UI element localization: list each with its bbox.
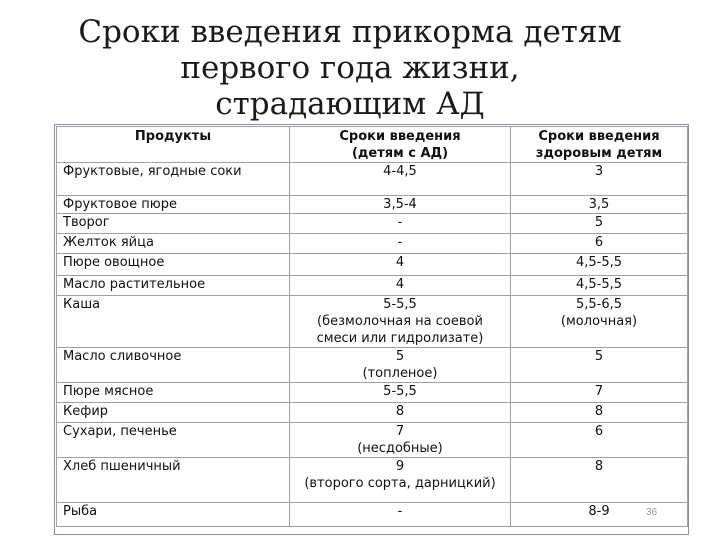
ad-term-value: 9 bbox=[395, 459, 405, 474]
cell-product bbox=[57, 196, 290, 214]
cell-healthy-term bbox=[511, 383, 688, 403]
cell-product bbox=[57, 403, 290, 423]
cell-product bbox=[57, 276, 290, 296]
ad-term-value: 4-4,5 bbox=[383, 164, 417, 179]
cell-product bbox=[57, 163, 290, 196]
header-ad-terms bbox=[290, 127, 511, 163]
cell-healthy-term bbox=[511, 458, 688, 503]
cell-ad-term bbox=[290, 383, 511, 403]
table-row bbox=[57, 234, 688, 254]
healthy-term-value: 7 bbox=[594, 384, 604, 399]
cell-ad-term bbox=[290, 276, 511, 296]
table-header-row bbox=[57, 127, 688, 163]
cell-ad-term bbox=[290, 196, 511, 214]
cell-healthy-term bbox=[511, 348, 688, 383]
cell-healthy-term bbox=[511, 254, 688, 276]
healthy-term-value: 3 bbox=[594, 164, 604, 179]
title-line-3: страдающим АД bbox=[215, 86, 485, 122]
cell-ad-term bbox=[290, 234, 511, 254]
ad-term-value: 3,5-4 bbox=[383, 197, 417, 212]
product-name: Рыба bbox=[63, 504, 98, 519]
cell-product bbox=[57, 348, 290, 383]
product-name: Масло растительное bbox=[63, 277, 206, 292]
ad-term-value: 5-5,5 bbox=[383, 297, 417, 312]
product-name: Пюре овощное bbox=[63, 255, 165, 270]
cell-healthy-term bbox=[511, 296, 688, 348]
ad-term-value: 7 bbox=[395, 424, 405, 439]
table-row bbox=[57, 423, 688, 458]
title-line-2: первого года жизни, bbox=[180, 50, 520, 86]
cell-ad-term bbox=[290, 296, 511, 348]
cell-ad-term bbox=[290, 503, 511, 527]
cell-ad-term bbox=[290, 214, 511, 234]
table-row bbox=[57, 196, 688, 214]
healthy-term-value: 5 bbox=[594, 215, 604, 230]
ad-term-value: 5-5,5 bbox=[383, 384, 417, 399]
ad-term-note: (безмолочная на соевой смеси или гидролизате) bbox=[316, 314, 484, 346]
product-name: Желток яйца bbox=[63, 235, 154, 250]
product-name: Фруктовые, ягодные соки bbox=[63, 164, 242, 179]
product-name: Кефир bbox=[63, 404, 109, 419]
healthy-term-value: 8 bbox=[594, 459, 604, 474]
healthy-term-value: 4,5-5,5 bbox=[575, 277, 623, 292]
cell-healthy-term bbox=[511, 276, 688, 296]
cell-healthy-term bbox=[511, 163, 688, 196]
cell-product bbox=[57, 423, 290, 458]
cell-product bbox=[57, 254, 290, 276]
cell-product bbox=[57, 214, 290, 234]
header-healthy-terms bbox=[511, 127, 688, 163]
page-number: 36 bbox=[646, 507, 658, 518]
cell-product bbox=[57, 503, 290, 527]
cell-healthy-term bbox=[511, 214, 688, 234]
header-healthy-line2: здоровым детям bbox=[535, 146, 663, 161]
cell-ad-term bbox=[290, 458, 511, 503]
cell-healthy-term bbox=[511, 503, 688, 527]
table-row bbox=[57, 503, 688, 527]
product-name: Масло сливочное bbox=[63, 349, 182, 364]
ad-term-value: - bbox=[397, 504, 403, 519]
table-row bbox=[57, 276, 688, 296]
product-name: Хлеб пшеничный bbox=[63, 459, 181, 474]
cell-ad-term bbox=[290, 403, 511, 423]
cell-ad-term bbox=[290, 254, 511, 276]
header-product bbox=[57, 127, 290, 163]
healthy-term-value: 8 bbox=[594, 404, 604, 419]
cell-healthy-term bbox=[511, 403, 688, 423]
ad-term-value: - bbox=[397, 235, 403, 250]
cell-ad-term bbox=[290, 348, 511, 383]
product-name: Пюре мясное bbox=[63, 384, 154, 399]
table-row bbox=[57, 163, 688, 196]
cell-product bbox=[57, 296, 290, 348]
product-name: Сухари, печенье bbox=[63, 424, 177, 439]
cell-product bbox=[57, 234, 290, 254]
header-healthy-line1: Сроки введения bbox=[538, 129, 660, 144]
cell-product bbox=[57, 458, 290, 503]
cell-ad-term bbox=[290, 423, 511, 458]
healthy-term-note: (молочная) bbox=[560, 314, 638, 329]
healthy-term-value: 4,5-5,5 bbox=[575, 255, 623, 270]
feeding-schedule-table bbox=[56, 126, 688, 527]
healthy-term-value: 6 bbox=[594, 424, 604, 439]
healthy-term-value: 5,5-6,5 bbox=[575, 297, 623, 312]
ad-term-value: 4 bbox=[395, 277, 405, 292]
header-ad-line2: (детям с АД) bbox=[351, 146, 449, 161]
product-name: Каша bbox=[63, 297, 101, 312]
header-ad-line1: Сроки введения bbox=[339, 129, 461, 144]
healthy-term-value: 6 bbox=[594, 235, 604, 250]
ad-term-note: (второго сорта, дарницкий) bbox=[304, 476, 496, 491]
product-name: Фруктовое пюре bbox=[63, 197, 177, 212]
cell-product bbox=[57, 383, 290, 403]
product-name: Творог bbox=[63, 215, 110, 230]
title-line-1: Сроки введения прикорма детям bbox=[78, 14, 622, 50]
healthy-term-value: 8-9 bbox=[588, 504, 610, 519]
ad-term-value: 8 bbox=[395, 404, 405, 419]
table-row bbox=[57, 383, 688, 403]
cell-ad-term bbox=[290, 163, 511, 196]
table-row bbox=[57, 254, 688, 276]
ad-term-value: - bbox=[397, 215, 403, 230]
cell-healthy-term bbox=[511, 423, 688, 458]
table-row bbox=[57, 214, 688, 234]
table-row bbox=[57, 458, 688, 503]
healthy-term-value: 3,5 bbox=[588, 197, 610, 212]
healthy-term-value: 5 bbox=[594, 349, 604, 364]
cell-healthy-term bbox=[511, 196, 688, 214]
table-row bbox=[57, 296, 688, 348]
ad-term-note: (топленое) bbox=[362, 366, 438, 381]
table-row bbox=[57, 348, 688, 383]
ad-term-value: 5 bbox=[395, 349, 405, 364]
header-product-label: Продукты bbox=[134, 129, 212, 144]
ad-term-note: (несдобные) bbox=[357, 441, 443, 456]
table-row bbox=[57, 403, 688, 423]
ad-term-value: 4 bbox=[395, 255, 405, 270]
slide-title bbox=[40, 14, 660, 122]
cell-healthy-term bbox=[511, 234, 688, 254]
